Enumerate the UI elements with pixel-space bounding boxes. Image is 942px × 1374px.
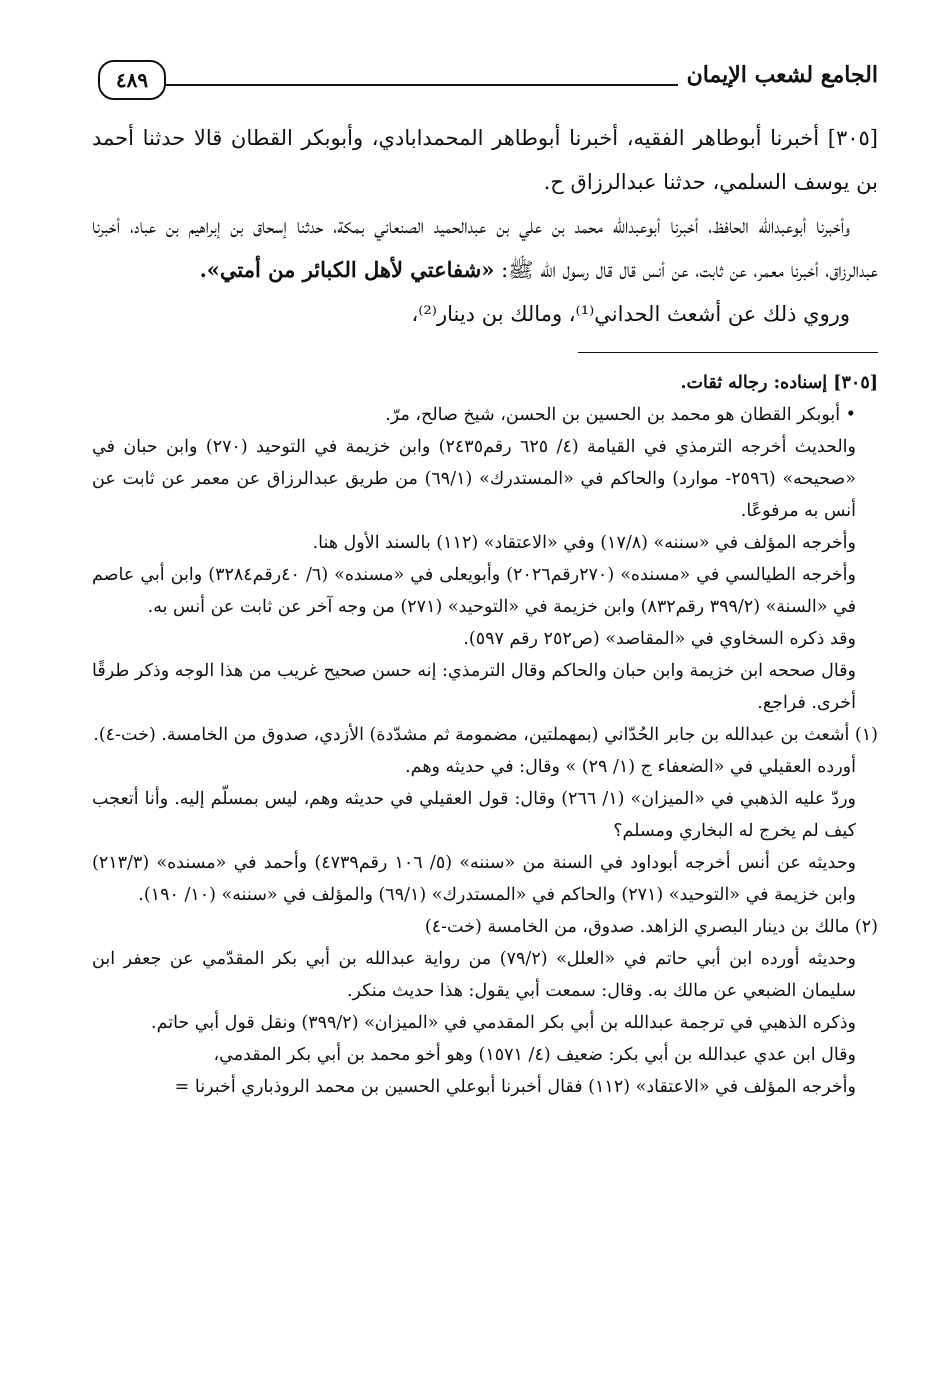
footnote-line: وردّ عليه الذهبي في «الميزان» (١/ ٢٦٦) وقال: قول العقيلي في حديثه وهم، ليس بمسلّم إليه. وأنا أتعجب كيف لم يخرج له البخاري ومسلم؟ [92, 789, 856, 841]
footnote-separator [578, 352, 878, 353]
footnote-line: وذكره الذهبي في ترجمة عبدالله بن أبي بكر المقدمي في «الميزان» (٣٩٩/٢) ونقل قول أبي حاتم. [151, 1013, 856, 1033]
page-header [92, 40, 878, 116]
hadith-second-isnad-paragraph [92, 204, 878, 292]
hadith-isnad-paragraph: [٣٠٥] أخبرنا أبوطاهر الفقيه، أخبرنا أبوطاهر المحمدابادي، وأبوبكر القطان قالا حدثنا أحمد بن يوسف السلمي، حدثنا عبدالرزاق ح. [92, 126, 878, 194]
narration-continuation: وروي ذلك عن أشعث الحداني⁽¹⁾، ومالك بن دينار⁽²⁾، [411, 302, 850, 326]
footnote-line: وأخرجه المؤلف في «الاعتقاد» (١١٢) فقال أخبرنا أبوعلي الحسين بن محمد الروذباري أخبرنا = [174, 1077, 856, 1097]
note-line: وقد ذكره السخاوي في «المقاصد» (ص٢٥٢ رقم ٥٩٧). [463, 629, 856, 649]
note-line: وقال صححه ابن خزيمة وابن حبان والحاكم وقال الترمذي: إنه حسن صحيح غريب من هذا الوجه وذكر طرقًا أخرى. فراجع. [92, 661, 856, 713]
main-text [92, 116, 878, 336]
book-page [92, 40, 878, 1103]
footnote-line: وحديثه عن أنس أخرجه أبوداود في السنة من «سننه» (٥/ ١٠٦ رقم٤٧٣٩) وأحمد في «مسنده» (٢١٣/٣) وابن خزيمة في «التوحيد» (٢٧١) والحاكم في «المستدرك» (٦٩/١) والمؤلف في «سننه» (١٠/ ١٩٠). [92, 853, 856, 905]
hadith-chain-text: وأخبرنا أبوعبدالله الحافظ، أخبرنا أبوعبدالله محمد بن علي بن عبدالحميد الصنعاني بمكة، حدثنا إسحاق بن إبراهيم بن عباد، أخبرنا عبدالرزاق، أخبرنا معمر، عن ثابت، عن أنس قال قال رسول الله ﷺ: [92, 214, 878, 282]
note-heading: [٣٠٥] إسناده: رجاله ثقات. [680, 373, 878, 393]
footnote-line: وحديثه أورده ابن أبي حاتم في «العلل» (٧٩/٢) من رواية عبدالله بن أبي بكر المقدّمي عن جعفر ابن سليمان الضبعي عن مالك به. وقال: سمعت أبي يقول: هذا حديث منكر. [92, 949, 857, 1001]
running-title: الجامع لشعب الإيمان [686, 62, 878, 88]
footnotes [92, 367, 878, 1103]
note-line: وأخرجه المؤلف في «سننه» (١٧/٨) وفي «الاعتقاد» (١١٢) بالسند الأول هنا. [312, 533, 856, 553]
page-number: ٤٨٩ [98, 60, 166, 100]
note-line: والحديث أخرجه الترمذي في القيامة (٤/ ٦٢٥ رقم٢٤٣٥) وابن خزيمة في التوحيد (٢٧٠) وابن حبان في «صحيحه» (٢٥٩٦- موارد) والحاكم في «المستدرك» (٦٩/١) من طريق عبدالرزاق عن معمر عن ثابت عن أنس به مرفوعًا. [92, 437, 856, 521]
note-line: وأخرجه الطيالسي في «مسنده» (٢٧٠رقم٢٠٢٦) وأبويعلى في «مسنده» (٦/ ٤٠رقم٣٢٨٤) وابن أبي عاصم في «السنة» (٣٩٩/٢ رقم٨٣٢) وابن خزيمة في «التوحيد» (٢٧١) من وجه آخر عن ثابت عن أنس به. [92, 565, 856, 617]
footnote-1: (١) أشعث بن عبدالله بن جابر الحُدّاني (بمهملتين، مضمومة ثم مشدّدة) الأزدي، صدوق من الخامسة. (خت-٤). [93, 725, 878, 745]
footnote-line: أورده العقيلي في «الضعفاء ج (١/ ٢٩) » وقال: في حديثه وهم. [405, 757, 856, 777]
header-rule [164, 84, 678, 86]
note-line: • أبوبكر القطان هو محمد بن الحسين بن الحسن، شيخ صالح، مرّ. [385, 405, 856, 425]
footnote-line: وقال ابن عدي عبدالله بن أبي بكر: ضعيف (٤/ ١٥٧١) وهو أخو محمد بن أبي بكر المقدمي، [213, 1045, 856, 1065]
footnote-2: (٢) مالك بن دينار البصري الزاهد. صدوق، من الخامسة (خت-٤) [424, 917, 878, 937]
hadith-quote: «شفاعتي لأهل الكبائر من أمتي». [199, 257, 495, 282]
